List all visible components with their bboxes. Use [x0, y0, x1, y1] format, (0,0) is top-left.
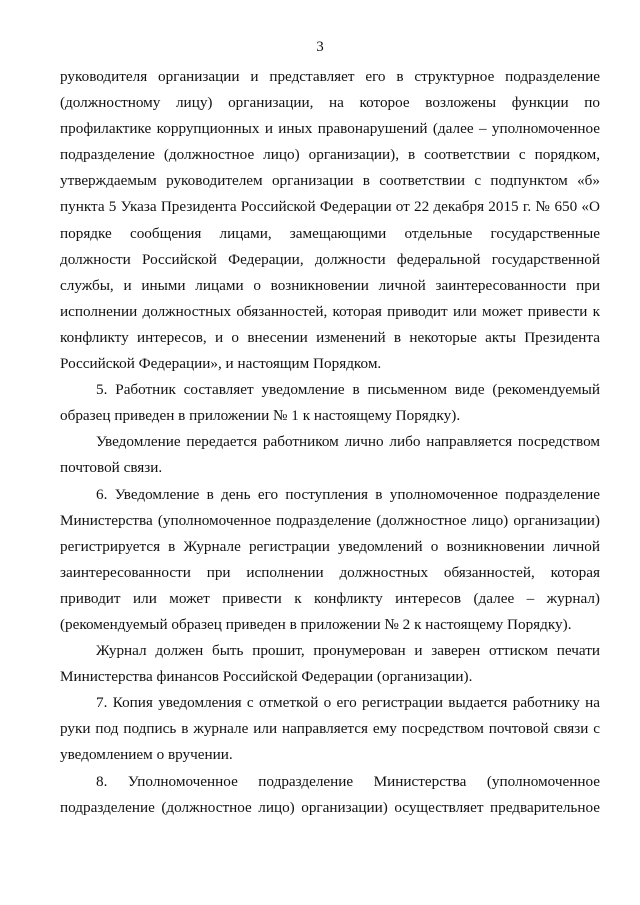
paragraph-continuation: руководителя организации и представляет его в структурное подразделение (должностному лицу) организации, на которое возложены функции по профилактике коррупционных и иных правонарушений (далее – уполномоченное подразделение (должностное лицо) организации), в соответствии с порядком, утверждаемым руководителем организации в соответствии с подпунктом «б» пункта 5 Указа Президента Российской Федерации от 22 декабря 2015 г. № 650 «О порядке сообщения лицами, замещающими отдельные государственные должности Российской Федерации, должности федеральной государственной службы, и иными лицами о возникновении личной заинтересованности при исполнении должностных обязанностей, которая приводит или может привести к конфликту интересов, и о внесении изменений в некоторые акты Президента Российской Федерации», и настоящим Порядком. — [60, 68, 600, 373]
paragraph-journal-requirements: Журнал должен быть прошит, пронумерован и заверен оттиском печати Министерства финансов Российской Федерации (организации). — [60, 642, 600, 686]
paragraph-item-8: 8. Уполномоченное подразделение Министерства (уполномоченное подразделение (должностное лицо) организации) осуществляет предварительное — [60, 772, 600, 816]
paragraph-notice-delivery: Уведомление передается работником лично либо направляется посредством почтовой связи. — [60, 433, 600, 477]
paragraph-item-5: 5. Работник составляет уведомление в письменном виде (рекомендуемый образец приведен в приложении № 1 к настоящему Порядку). — [60, 381, 600, 425]
paragraph-item-7: 7. Копия уведомления с отметкой о его регистрации выдается работнику на руки под подпись в журнале или направляется ему посредством почтовой связи с уведомлением о вручении. — [60, 694, 600, 764]
page-number: 3 — [316, 39, 324, 55]
paragraph-item-6: 6. Уведомление в день его поступления в уполномоченное подразделение Министерства (уполномоченное подразделение (должностное лицо) организации) регистрируется в Журнале регистрации уведомлений о возникновении личной заинтересованности при исполнении должностных обязанностей, которая приводит или может привести к конфликту интересов (далее – журнал) (рекомендуемый образец приведен в приложении № 2 к настоящему Порядку). — [60, 485, 600, 633]
document-body — [60, 64, 600, 821]
